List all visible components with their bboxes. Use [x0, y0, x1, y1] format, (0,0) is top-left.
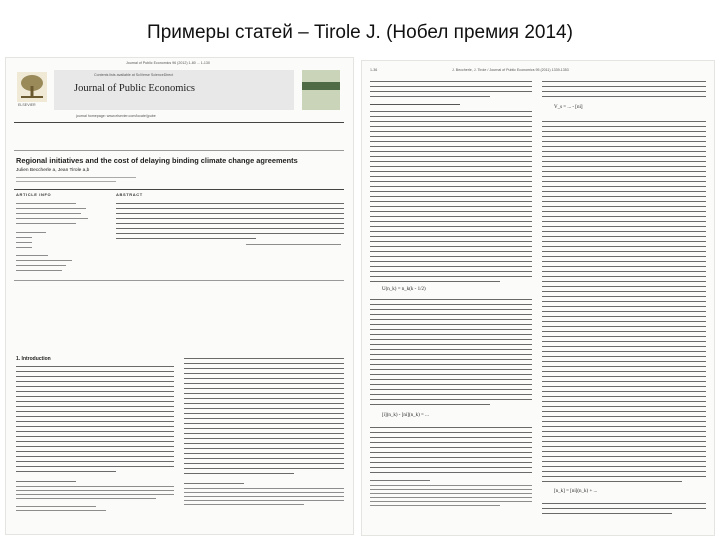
body-line: [370, 281, 500, 282]
body-line: [16, 396, 174, 397]
article-info-line: [16, 213, 81, 214]
body-line: [370, 427, 532, 428]
body-line: [16, 411, 174, 412]
footnote-line: [16, 506, 96, 507]
footnote-line: [184, 504, 304, 505]
body-line: [370, 121, 532, 122]
body-line: [370, 447, 532, 448]
footnote-line: [16, 510, 106, 511]
body-line: [542, 81, 706, 82]
body-line: [542, 231, 706, 232]
body-line: [370, 404, 490, 405]
body-line: [370, 141, 532, 142]
body-line: [370, 126, 532, 127]
body-line: [16, 431, 174, 432]
section-rule: [14, 280, 344, 281]
body-line: [542, 416, 706, 417]
article-info-line: [16, 242, 32, 243]
body-line: [370, 81, 532, 82]
article-info-line: [16, 223, 76, 224]
header-rule: [14, 122, 344, 123]
article-info-line: [16, 203, 76, 204]
body-line: [184, 468, 344, 469]
body-line: [370, 226, 532, 227]
body-line: [542, 508, 706, 509]
body-line: [370, 384, 532, 385]
body-line: [370, 339, 532, 340]
body-line: [542, 311, 706, 312]
footnote-line: [16, 490, 174, 491]
body-line: [370, 96, 490, 97]
body-line: [370, 467, 532, 468]
body-line: [370, 314, 532, 315]
body-line: [542, 391, 706, 392]
body-line: [542, 216, 706, 217]
body-line: [370, 266, 532, 267]
body-line: [370, 271, 532, 272]
body-line: [542, 446, 706, 447]
abstract-line: [116, 203, 344, 204]
affiliation-line: [16, 177, 136, 178]
body-line: [542, 136, 706, 137]
body-line: [16, 451, 174, 452]
body-line: [16, 446, 174, 447]
authors: Julien Beccherle a, Jean Tirole a,b: [16, 168, 90, 173]
body-line: [542, 426, 706, 427]
body-line: [542, 291, 706, 292]
abstract-label: ABSTRACT: [116, 192, 143, 197]
body-line: [542, 396, 706, 397]
body-line: [16, 406, 174, 407]
body-line: [184, 383, 344, 384]
body-line: [184, 428, 344, 429]
body-line: [370, 379, 532, 380]
footnote-line: [184, 500, 344, 501]
body-line: [542, 236, 706, 237]
body-line: [184, 393, 344, 394]
body-line: [184, 368, 344, 369]
body-line: [16, 386, 174, 387]
abstract-line: [116, 233, 344, 234]
body-line: [370, 156, 532, 157]
body-line: [542, 421, 706, 422]
body-line: [184, 473, 294, 474]
body-line: [16, 471, 116, 472]
body-line: [184, 433, 344, 434]
body-line: [370, 437, 532, 438]
equation: U(n_k) = n_k(k - 1/2): [382, 287, 426, 292]
body-line: [370, 196, 532, 197]
body-line: [370, 442, 532, 443]
article-info-line: [16, 247, 32, 248]
body-line: [542, 196, 706, 197]
body-line: [184, 358, 344, 359]
publisher-logo-text: ELSEVIER: [18, 103, 36, 107]
body-line: [370, 261, 532, 262]
body-line: [370, 432, 532, 433]
page-number: 1-36: [370, 68, 378, 72]
header-rule: [14, 150, 344, 151]
body-line: [542, 326, 706, 327]
contents-line: Contents lists available at SciVerse ScienceDirect: [94, 73, 174, 77]
body-line: [542, 261, 706, 262]
body-line: [542, 451, 706, 452]
footnote-line: [16, 486, 174, 487]
body-line: [370, 359, 532, 360]
footnote-line: [370, 485, 532, 486]
body-line: [542, 221, 706, 222]
body-line: [16, 366, 174, 367]
body-line: [542, 401, 706, 402]
body-line: [370, 256, 532, 257]
footnote-line: [184, 496, 344, 497]
footnote-rule: [184, 483, 244, 484]
body-line: [16, 376, 174, 377]
body-line: [542, 471, 706, 472]
body-line: [542, 371, 706, 372]
abstract-line: [116, 218, 344, 219]
body-line: [542, 441, 706, 442]
article-first-page: [6, 58, 353, 534]
article-info-line: [16, 218, 88, 219]
body-line: [16, 441, 174, 442]
footnote-line: [370, 505, 500, 506]
body-line: [370, 131, 532, 132]
body-line: [184, 453, 344, 454]
footnote-line: [370, 501, 532, 502]
body-line: [542, 386, 706, 387]
body-line: [370, 111, 532, 112]
equation: V_s = ... - [ni]: [554, 105, 583, 110]
body-line: [184, 448, 344, 449]
body-line: [16, 416, 174, 417]
body-line: [370, 91, 532, 92]
body-line: [542, 171, 706, 172]
article-info-line: [16, 237, 32, 238]
body-line: [542, 406, 706, 407]
body-line: [542, 513, 672, 514]
body-line: [370, 349, 532, 350]
body-line: [370, 166, 532, 167]
body-line: [542, 321, 706, 322]
body-line: [542, 296, 706, 297]
body-line: [370, 236, 532, 237]
body-line: [542, 166, 706, 167]
body-line: [542, 121, 706, 122]
body-line: [370, 146, 532, 147]
article-info-line: [16, 255, 48, 256]
body-line: [370, 374, 532, 375]
body-line: [370, 231, 532, 232]
equation: [i](n_k) - [ni](n_k) = ...: [382, 413, 429, 418]
subsection-heading: [370, 104, 460, 105]
body-line: [370, 324, 532, 325]
body-line: [370, 334, 532, 335]
body-line: [370, 319, 532, 320]
abstract-line: [116, 238, 256, 239]
body-line: [542, 376, 706, 377]
body-line: [542, 276, 706, 277]
body-line: [184, 458, 344, 459]
body-line: [542, 341, 706, 342]
body-line: [370, 181, 532, 182]
body-line: [542, 246, 706, 247]
body-line: [16, 401, 174, 402]
abstract-line: [116, 228, 344, 229]
body-line: [370, 344, 532, 345]
body-line: [542, 306, 706, 307]
body-line: [542, 146, 706, 147]
article-info-line: [16, 208, 86, 209]
body-line: [184, 403, 344, 404]
article-inner-page: [362, 61, 714, 535]
body-line: [370, 246, 532, 247]
body-line: [542, 331, 706, 332]
body-line: [542, 176, 706, 177]
abstract-line: [116, 208, 344, 209]
section-rule: [14, 189, 344, 190]
footnote-line: [16, 494, 174, 495]
body-line: [184, 408, 344, 409]
body-line: [370, 186, 532, 187]
footnote-line: [370, 489, 532, 490]
body-line: [16, 456, 174, 457]
body-line: [184, 438, 344, 439]
body-line: [370, 216, 532, 217]
journal-name: Journal of Public Economics: [74, 83, 196, 94]
footnote-line: [184, 492, 344, 493]
body-line: [542, 431, 706, 432]
body-line: [16, 436, 174, 437]
body-line: [542, 91, 706, 92]
body-line: [184, 363, 344, 364]
body-line: [542, 301, 706, 302]
body-line: [542, 476, 706, 477]
body-line: [542, 316, 706, 317]
body-line: [370, 86, 532, 87]
body-line: [184, 418, 344, 419]
top-citation: Journal of Public Economics 96 (2012) 1-80 ... 1-130: [126, 61, 210, 65]
body-line: [16, 426, 174, 427]
body-line: [370, 304, 532, 305]
footnote-rule: [370, 480, 430, 481]
body-line: [16, 391, 174, 392]
journal-url: journal homepage: www.elsevier.com/locate/jpube: [76, 114, 156, 118]
article-info-line: [16, 265, 66, 266]
body-line: [542, 356, 706, 357]
body-line: [542, 241, 706, 242]
body-line: [370, 176, 532, 177]
body-line: [542, 481, 682, 482]
footnote-line: [184, 488, 344, 489]
body-line: [370, 211, 532, 212]
article-info-line: [16, 232, 46, 233]
article-title: Regional initiatives and the cost of delaying binding climate change agreements: [16, 156, 298, 165]
body-line: [542, 346, 706, 347]
body-line: [542, 266, 706, 267]
body-line: [542, 381, 706, 382]
body-line: [184, 378, 344, 379]
body-line: [542, 251, 706, 252]
body-line: [370, 136, 532, 137]
body-line: [542, 226, 706, 227]
body-line: [370, 151, 532, 152]
body-line: [542, 191, 706, 192]
body-line: [370, 457, 532, 458]
body-line: [542, 351, 706, 352]
abstract-line: [116, 213, 344, 214]
body-line: [370, 206, 532, 207]
body-line: [16, 421, 174, 422]
body-line: [542, 206, 706, 207]
body-line: [16, 461, 174, 462]
body-line: [542, 256, 706, 257]
abstract-line: [116, 223, 344, 224]
body-line: [542, 286, 706, 287]
body-line: [370, 309, 532, 310]
affiliation-line: [16, 181, 116, 182]
body-line: [542, 131, 706, 132]
body-line: [184, 413, 344, 414]
body-line: [542, 456, 706, 457]
body-line: [370, 472, 532, 473]
body-line: [542, 181, 706, 182]
body-line: [542, 461, 706, 462]
body-line: [542, 151, 706, 152]
footnote-rule: [16, 481, 76, 482]
equation: [n_k] = [ni](n_k) + ...: [554, 489, 598, 494]
body-line: [370, 299, 532, 300]
journal-header-box: [54, 70, 294, 110]
body-line: [542, 503, 706, 504]
article-info-line: [16, 270, 62, 271]
body-line: [542, 361, 706, 362]
body-line: [542, 156, 706, 157]
body-line: [370, 276, 532, 277]
footnote-line: [16, 498, 156, 499]
body-line: [542, 211, 706, 212]
journal-cover-thumbnail: [302, 70, 340, 110]
body-line: [370, 369, 532, 370]
body-line: [370, 389, 532, 390]
body-line: [542, 96, 706, 97]
body-line: [370, 399, 532, 400]
body-line: [542, 141, 706, 142]
footnote-line: [370, 497, 532, 498]
body-line: [370, 191, 532, 192]
body-line: [370, 251, 532, 252]
copyright-line: [246, 244, 341, 245]
body-line: [542, 271, 706, 272]
body-line: [370, 394, 532, 395]
body-line: [16, 381, 174, 382]
body-line: [370, 161, 532, 162]
body-line: [370, 364, 532, 365]
body-line: [542, 126, 706, 127]
body-line: [370, 241, 532, 242]
body-line: [184, 423, 344, 424]
footnote-line: [370, 493, 532, 494]
running-header: J. Beccherle, J. Tirole / Journal of Public Economics 95 (2011) 1339-1353: [452, 68, 569, 72]
body-line: [370, 462, 532, 463]
article-info-line: [16, 260, 72, 261]
body-line: [370, 354, 532, 355]
body-line: [184, 463, 344, 464]
body-line: [542, 411, 706, 412]
body-line: [542, 86, 706, 87]
slide-title: Примеры статей – Tirole J. (Нобел премия 2014): [147, 22, 573, 43]
body-line: [184, 443, 344, 444]
body-line: [370, 116, 532, 117]
body-line: [542, 201, 706, 202]
body-line: [184, 388, 344, 389]
section-heading: 1. Introduction: [16, 356, 51, 362]
body-line: [542, 161, 706, 162]
body-line: [542, 366, 706, 367]
body-line: [542, 186, 706, 187]
body-line: [16, 371, 174, 372]
body-line: [16, 466, 174, 467]
body-line: [184, 398, 344, 399]
body-line: [184, 373, 344, 374]
body-line: [542, 436, 706, 437]
elsevier-tree-logo: [17, 72, 47, 102]
body-line: [370, 329, 532, 330]
body-line: [370, 452, 532, 453]
body-line: [370, 201, 532, 202]
body-line: [370, 221, 532, 222]
body-line: [542, 466, 706, 467]
body-line: [542, 281, 706, 282]
article-info-label: ARTICLE INFO: [16, 192, 52, 197]
body-line: [542, 336, 706, 337]
body-line: [370, 171, 532, 172]
